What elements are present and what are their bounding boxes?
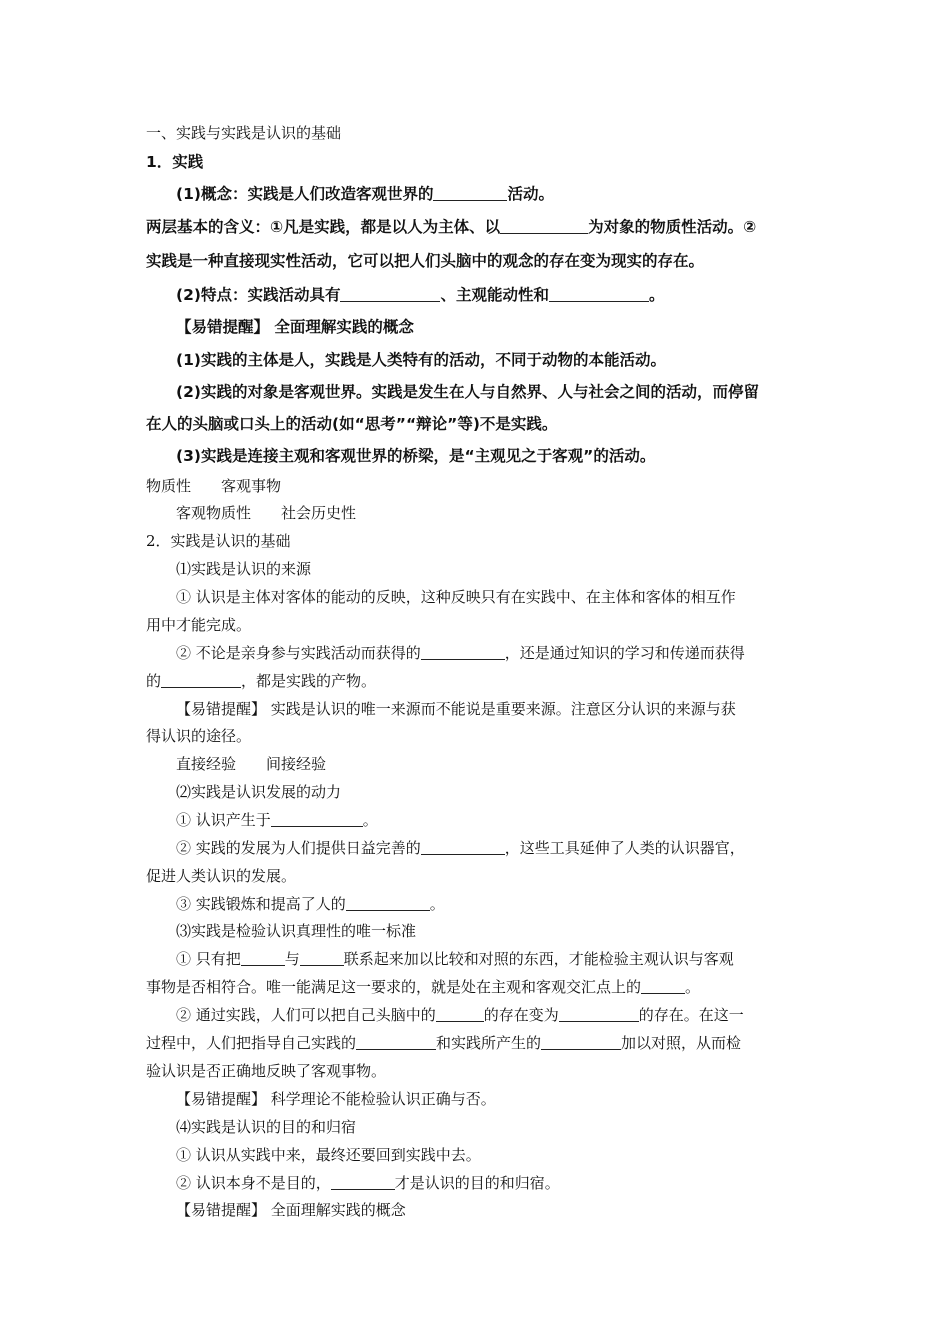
fill-blank[interactable] bbox=[331, 1174, 395, 1190]
paragraph-line: ② 通过实践，人们可以把自己头脑中的 的存在变为 的存在。在这一 bbox=[176, 1006, 744, 1024]
paragraph-line: 的 ，都是实践的产物。 bbox=[146, 672, 377, 690]
fill-blank[interactable] bbox=[346, 895, 430, 911]
fill-blank[interactable] bbox=[421, 839, 505, 855]
tip-line: 【易错提醒】 科学理论不能检验认识正确与否。 bbox=[176, 1090, 496, 1108]
paragraph-line: ⑷实践是认识的目的和归宿 bbox=[176, 1118, 357, 1136]
paragraph-line: ⑵实践是认识发展的动力 bbox=[176, 783, 342, 801]
fill-blank[interactable] bbox=[300, 950, 344, 966]
paragraph-line: ① 认识产生于 。 bbox=[176, 811, 378, 829]
paragraph-line: 促进人类认识的发展。 bbox=[146, 867, 297, 885]
fill-blank[interactable] bbox=[356, 1034, 436, 1050]
tip-heading: 【易错提醒】 全面理解实践的概念 bbox=[176, 318, 414, 336]
paragraph-line: 用中才能完成。 bbox=[146, 616, 252, 634]
fill-blank[interactable] bbox=[433, 185, 507, 201]
paragraph-line: (2)实践的对象是客观世界。实践是发生在人与自然界、人与社会之间的活动，而停留 bbox=[176, 383, 759, 401]
tip-line: 【易错提醒】 全面理解实践的概念 bbox=[176, 1201, 406, 1219]
fill-blank[interactable] bbox=[541, 1034, 621, 1050]
tip-line: 得认识的途径。 bbox=[146, 727, 252, 745]
paragraph-line: ⑶实践是检验认识真理性的唯一标准 bbox=[176, 922, 417, 940]
paragraph-line: 验认识是否正确地反映了客观事物。 bbox=[146, 1062, 387, 1080]
tip-line: 【易错提醒】 实践是认识的唯一来源而不能说是重要来源。注意区分认识的来源与获 bbox=[176, 700, 736, 718]
answer-line: 客观物质性 社会历史性 bbox=[176, 504, 357, 522]
fill-blank[interactable] bbox=[161, 672, 241, 688]
section-heading: 一、实践与实践是认识的基础 bbox=[146, 124, 342, 142]
paragraph-line: (1)概念：实践是人们改造客观世界的 活动。 bbox=[176, 185, 554, 203]
fill-blank[interactable] bbox=[241, 950, 285, 966]
fill-blank[interactable] bbox=[421, 644, 505, 660]
paragraph-line: ② 不论是亲身参与实践活动而获得的 ，还是通过知识的学习和传递而获得 bbox=[176, 644, 745, 662]
paragraph-line: ① 只有把 与 联系起来加以比较和对照的东西，才能检验主观认识与客观 bbox=[176, 950, 734, 968]
paragraph-line: (3)实践是连接主观和客观世界的桥梁，是“主观见之于客观”的活动。 bbox=[176, 447, 656, 465]
fill-blank[interactable] bbox=[549, 286, 649, 302]
paragraph-line: 两层基本的含义：①凡是实践，都是以人为主体、以 为对象的物质性活动。② bbox=[146, 218, 757, 236]
paragraph-line: ⑴实践是认识的来源 bbox=[176, 560, 312, 578]
answer-line: 直接经验 间接经验 bbox=[176, 755, 327, 773]
fill-blank[interactable] bbox=[340, 286, 440, 302]
subsection-heading: 1．实践 bbox=[146, 153, 204, 171]
paragraph-line: ② 实践的发展为人们提供日益完善的 ，这些工具延伸了人类的认识器官， bbox=[176, 839, 745, 857]
fill-blank[interactable] bbox=[559, 1006, 639, 1022]
fill-blank[interactable] bbox=[500, 218, 588, 234]
paragraph-line: 实践是一种直接现实性活动，它可以把人们头脑中的观念的存在变为现实的存在。 bbox=[146, 252, 705, 270]
paragraph-line: (2)特点：实践活动具有 、主观能动性和 。 bbox=[176, 286, 665, 304]
paragraph-line: ① 认识从实践中来，最终还要回到实践中去。 bbox=[176, 1146, 481, 1164]
paragraph-line: ② 认识本身不是目的， 才是认识的目的和归宿。 bbox=[176, 1174, 560, 1192]
paragraph-line: (1)实践的主体是人，实践是人类特有的活动，不同于动物的本能活动。 bbox=[176, 351, 666, 369]
paragraph-line: ① 认识是主体对客体的能动的反映，这种反映只有在实践中、在主体和客体的相互作 bbox=[176, 588, 736, 606]
paragraph-line: 事物是否相符合。唯一能满足这一要求的，就是处在主观和客观交汇点上的 。 bbox=[146, 978, 701, 996]
fill-blank[interactable] bbox=[271, 811, 363, 827]
subsection-heading: 2．实践是认识的基础 bbox=[146, 532, 291, 550]
paragraph-line: 过程中，人们把指导自己实践的 和实践所产生的 加以对照，从而检 bbox=[146, 1034, 742, 1052]
paragraph-line: ③ 实践锻炼和提高了人的 。 bbox=[176, 895, 445, 913]
answer-line: 物质性 客观事物 bbox=[146, 477, 282, 495]
fill-blank[interactable] bbox=[641, 978, 685, 994]
fill-blank[interactable] bbox=[436, 1006, 484, 1022]
paragraph-line: 在人的头脑或口头上的活动(如“思考”“辩论”等)不是实践。 bbox=[146, 415, 558, 433]
